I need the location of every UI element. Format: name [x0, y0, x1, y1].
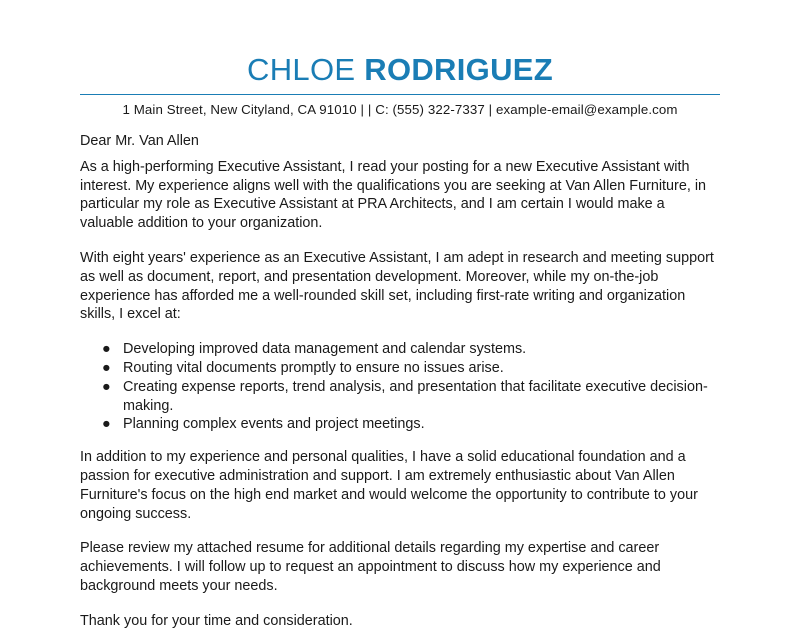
- letter-body: [80, 132, 720, 631]
- paragraph-education: In addition to my experience and personal qualities, I have a solid educational foundation and a passion for executive administration and support. I am extremely enthusiastic about Van Allen Furniture's focus on the high end market and would welcome the opportunity to contribute to your ongoing success.: [80, 449, 698, 522]
- bullet-icon: ●: [102, 359, 111, 376]
- header-divider: [80, 94, 720, 95]
- bullet-icon: ●: [102, 416, 111, 433]
- skills-list: [80, 340, 720, 434]
- list-item: [102, 340, 720, 359]
- list-item: [102, 415, 720, 434]
- list-item-text: Creating expense reports, trend analysis, and presentation that facilitate executive decision-making.: [123, 378, 708, 414]
- letter-header: [0, 0, 800, 88]
- paragraph-intro: As a high-performing Executive Assistant, I read your posting for a new Executive Assistant with interest. My experience aligns well with the qualifications you are seeking at Van Allen Furniture, in particular my role as Executive Assistant at PRA Architects, and I am certain I would make a valuable addition to your organization.: [80, 158, 707, 232]
- paragraph-experience: With eight years' experience as an Executive Assistant, I am adept in research and meeting support as well as document, report, and presentation development. Moreover, while my on-the-job experience has afforded me a well-rounded skill set, including first-rate writing and organization skills, I excel at:: [80, 249, 714, 323]
- bullet-icon: ●: [102, 378, 111, 395]
- list-item-text: Routing vital documents promptly to ensure no issues arise.: [123, 359, 504, 376]
- salutation: Dear Mr. Van Allen: [80, 133, 199, 149]
- contact-line: 1 Main Street, New Cityland, CA 91010 | | C: (555) 322-7337 | example-email@example.com: [122, 102, 678, 117]
- signoff: Thank you for your time and consideration.: [80, 612, 353, 629]
- list-item: [102, 359, 720, 378]
- list-item-text: Developing improved data management and calendar systems.: [123, 341, 527, 358]
- list-item: [102, 378, 720, 416]
- paragraph-followup: Please review my attached resume for additional details regarding my expertise and career achievements. I will follow up to request an appointment to discuss how my experience and background meets your needs.: [80, 540, 661, 594]
- list-item-text: Planning complex events and project meetings.: [123, 416, 425, 433]
- applicant-name: [0, 52, 800, 88]
- bullet-icon: ●: [102, 341, 111, 358]
- first-name: CHLOE: [247, 52, 356, 87]
- last-name: RODRIGUEZ: [364, 52, 553, 87]
